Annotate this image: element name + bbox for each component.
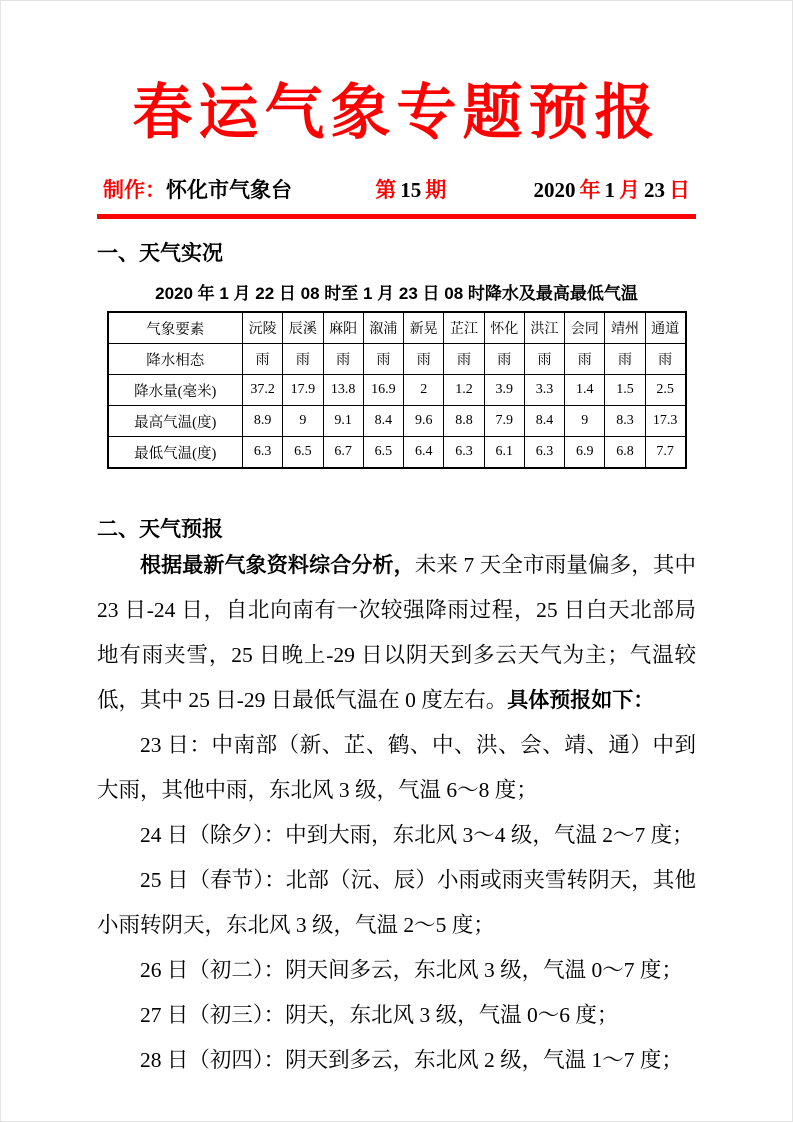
table-value-cell: 1.2 [444, 375, 484, 406]
document-title: 春运气象专题预报 [132, 80, 661, 146]
table-value-cell: 雨 [323, 344, 363, 375]
issue-date [530, 174, 691, 204]
table-row [108, 406, 686, 437]
table-value-cell: 8.8 [444, 406, 484, 437]
table-value-cell: 13.8 [323, 375, 363, 406]
producer-info [103, 174, 292, 204]
table-row [108, 344, 686, 375]
table-station-header: 辰溪 [283, 312, 323, 344]
table-value-cell: 7.7 [645, 437, 685, 469]
producer-label: 制作： [103, 179, 166, 202]
table-value-cell: 雨 [484, 344, 524, 375]
forecast-day-paragraph: 23 日：中南部（新、芷、鹤、中、洪、会、靖、通）中到大雨，其他中雨，东北风 3 级，气温 6～8 度； [97, 733, 696, 802]
table-value-cell: 雨 [363, 344, 403, 375]
date-year-label: 年 [579, 179, 601, 202]
table-row-label: 降水量(毫米) [108, 375, 243, 406]
observation-table [107, 311, 687, 469]
table-station-header: 沅陵 [243, 312, 283, 344]
table-value-cell: 雨 [444, 344, 484, 375]
observation-table-title: 2020 年 1 月 22 日 08 时至 1 月 23 日 08 时降水及最高最低气温 [155, 284, 638, 303]
table-value-cell: 6.3 [444, 437, 484, 469]
table-station-header: 会同 [565, 312, 605, 344]
issue-suffix: 期 [425, 179, 447, 202]
forecast-day-paragraph: 25 日（春节）：北部（沅、辰）小雨或雨夹雪转阴天，其他小雨转阴天，东北风 3 级，气温 2～5 度； [97, 868, 696, 937]
producer-name: 怀化市气象台 [166, 179, 292, 202]
forecast-day-paragraph: 27 日（初三）：阴天，东北风 3 级，气温 0～6 度； [140, 1003, 619, 1027]
table-value-cell: 1.5 [605, 375, 645, 406]
forecast-section [97, 513, 696, 1083]
table-station-header: 洪江 [524, 312, 564, 344]
table-value-cell: 16.9 [363, 375, 403, 406]
table-station-header: 麻阳 [323, 312, 363, 344]
table-header-row [108, 312, 686, 344]
table-value-cell: 2 [404, 375, 444, 406]
table-value-cell: 雨 [524, 344, 564, 375]
table-value-cell: 9.6 [404, 406, 444, 437]
date-day-label: 日 [669, 179, 690, 202]
table-value-cell: 8.4 [363, 406, 403, 437]
issue-info [375, 174, 446, 204]
table-value-cell: 17.3 [645, 406, 685, 437]
table-station-header: 芷江 [444, 312, 484, 344]
forecast-intro-tail: 具体预报如下： [507, 689, 655, 712]
table-row [108, 375, 686, 406]
table-value-cell: 1.4 [565, 375, 605, 406]
table-value-cell: 37.2 [243, 375, 283, 406]
table-value-cell: 6.3 [524, 437, 564, 469]
forecast-intro-lead: 根据最新气象资料综合分析， [140, 554, 415, 577]
table-value-cell: 雨 [243, 344, 283, 375]
table-value-cell: 6.1 [484, 437, 524, 469]
table-value-cell: 雨 [565, 344, 605, 375]
table-value-cell: 6.5 [283, 437, 323, 469]
date-month: 1 [604, 178, 615, 202]
header-meta-row [97, 174, 696, 219]
table-station-header: 怀化 [484, 312, 524, 344]
table-value-cell: 雨 [404, 344, 444, 375]
table-value-cell: 17.9 [283, 375, 323, 406]
forecast-intro-paragraph [97, 543, 696, 723]
forecast-day-paragraph: 28 日（初四）：阴天到多云，东北风 2 级，气温 1～7 度； [140, 1048, 683, 1072]
table-corner-header: 气象要素 [108, 312, 243, 344]
table-station-header: 新晃 [404, 312, 444, 344]
issue-prefix: 第 [375, 179, 397, 202]
table-value-cell: 6.3 [243, 437, 283, 469]
table-value-cell: 9 [565, 406, 605, 437]
issue-number: 15 [400, 178, 422, 202]
table-row [108, 437, 686, 469]
table-value-cell: 7.9 [484, 406, 524, 437]
table-value-cell: 6.7 [323, 437, 363, 469]
date-month-label: 月 [619, 179, 640, 202]
table-value-cell: 3.3 [524, 375, 564, 406]
table-row-label: 最低气温(度) [108, 437, 243, 469]
section-heading-weather-actual: 一、天气实况 [97, 241, 223, 265]
table-value-cell: 6.4 [404, 437, 444, 469]
table-value-cell: 8.4 [524, 406, 564, 437]
table-value-cell: 2.5 [645, 375, 685, 406]
forecast-day-paragraph: 26 日（初二）：阴天间多云，东北风 3 级，气温 0～7 度； [140, 958, 683, 982]
table-value-cell: 6.5 [363, 437, 403, 469]
table-value-cell: 3.9 [484, 375, 524, 406]
table-row-label: 降水相态 [108, 344, 243, 375]
table-value-cell: 雨 [283, 344, 323, 375]
date-year: 2020 [533, 178, 576, 202]
forecast-intro-body: 未来 7 天全市雨量偏多，其中 23 日-24 日，自北向南有一次较强降雨过程，25 日白天北部局地有雨夹雪，25 日晚上-29 日以阴天到多云天气为主；气温较低，其中 25 日-29 日最低气温在 0 度左右。 [97, 553, 696, 712]
table-station-header: 通道 [645, 312, 685, 344]
forecast-day-paragraph: 24 日（除夕）：中到大雨，东北风 3～4 级，气温 2～7 度； [140, 823, 694, 847]
table-value-cell: 6.8 [605, 437, 645, 469]
table-value-cell: 9.1 [323, 406, 363, 437]
table-value-cell: 6.9 [565, 437, 605, 469]
table-station-header: 靖州 [605, 312, 645, 344]
table-value-cell: 9 [283, 406, 323, 437]
table-value-cell: 8.9 [243, 406, 283, 437]
table-station-header: 溆浦 [363, 312, 403, 344]
date-day: 23 [644, 178, 665, 202]
table-value-cell: 雨 [645, 344, 685, 375]
table-value-cell: 8.3 [605, 406, 645, 437]
section-heading-weather-forecast: 二、天气预报 [97, 517, 223, 541]
table-row-label: 最高气温(度) [108, 406, 243, 437]
table-value-cell: 雨 [605, 344, 645, 375]
